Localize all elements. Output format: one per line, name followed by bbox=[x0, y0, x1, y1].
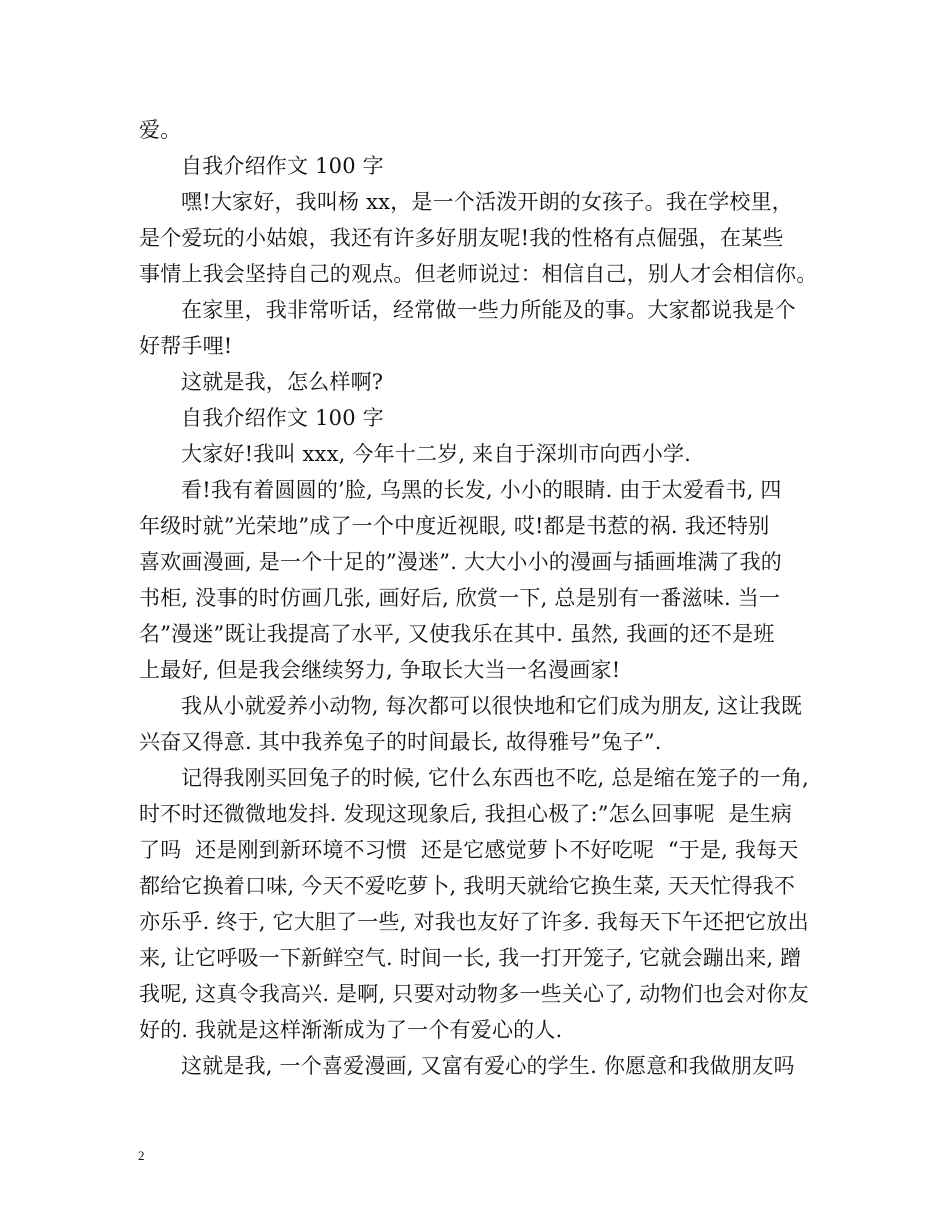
text-line: 看!我有着圆圆的’脸, 乌黑的长发, 小小的眼睛. 由于太爱看书, 四 bbox=[181, 478, 782, 502]
text-line: 来, 让它呼吸一下新鲜空气. 时间一长, 我一打开笼子, 它就会蹦出来, 蹭 bbox=[139, 946, 802, 970]
text-line: 我呢, 这真令我高兴. 是啊, 只要对动物多一些关心了, 动物们也会对你友 bbox=[139, 982, 809, 1006]
text-line: 喜欢画漫画, 是一个十足的”漫迷”. 大大小小的漫画与插画堆满了我的 bbox=[139, 550, 782, 574]
text-line: 这就是我，怎么样啊? bbox=[181, 370, 384, 394]
text-line: 年级时就”光荣地”成了一个中度近视眼, 哎!都是书惹的祸. 我还特别 bbox=[139, 514, 770, 538]
page-number: 2 bbox=[138, 1148, 145, 1163]
text-line: 名”漫迷”既让我提高了水平, 又使我乐在其中. 虽然, 我画的还不是班 bbox=[139, 622, 775, 646]
text-line: 都给它换着口味, 今天不爱吃萝卜, 我明天就给它换生菜, 天天忙得我不 bbox=[139, 874, 796, 898]
paragraph bbox=[139, 292, 819, 364]
text-line: 好帮手哩! bbox=[139, 334, 233, 358]
paragraph bbox=[139, 688, 819, 760]
text-line: 我从小就爱养小动物, 每次都可以很快地和它们成为朋友, 这让我既 bbox=[181, 694, 803, 718]
text-line: 这就是我, 一个喜爱漫画, 又富有爱心的学生. 你愿意和我做朋友吗 bbox=[181, 1054, 795, 1078]
paragraph bbox=[139, 148, 819, 184]
text-line: 在家里，我非常听话，经常做一些力所能及的事。大家都说我是个 bbox=[181, 298, 796, 322]
text-line: 事情上我会坚持自己的观点。但老师说过：相信自己，别人才会相信你。 bbox=[139, 262, 818, 286]
text-line: 好的. 我就是这样渐渐成为了一个有爱心的人. bbox=[139, 1018, 563, 1042]
text-line: 大家好!我叫 xxx, 今年十二岁, 来自于深圳市向西小学. bbox=[181, 442, 692, 466]
text-line: 时不时还微微地发抖. 发现这现象后, 我担心极了:”怎么回事呢 是生病 bbox=[139, 802, 793, 826]
paragraph bbox=[139, 184, 819, 292]
paragraph bbox=[139, 760, 819, 1048]
text-line: 自我介绍作文 100 字 bbox=[181, 154, 384, 178]
text-line: 爱。 bbox=[139, 118, 182, 142]
text-line: 上最好, 但是我会继续努力, 争取长大当一名漫画家! bbox=[139, 658, 621, 682]
text-line: 了吗 还是刚到新环境不习惯 还是它感觉萝卜不好吃呢 “于是, 我每天 bbox=[139, 838, 799, 862]
text-line: 嘿!大家好，我叫杨 xx，是一个活泼开朗的女孩子。我在学校里， bbox=[181, 190, 793, 214]
paragraph bbox=[139, 400, 819, 436]
paragraph bbox=[139, 472, 819, 688]
text-line: 是个爱玩的小姑娘，我还有许多好朋友呢!我的性格有点倔强，在某些 bbox=[139, 226, 784, 250]
text-line: 亦乐乎. 终于, 它大胆了一些, 对我也友好了许多. 我每天下午还把它放出 bbox=[139, 910, 809, 934]
document-body bbox=[139, 112, 819, 1084]
paragraph bbox=[139, 364, 819, 400]
text-line: 记得我刚买回兔子的时候, 它什么东西也不吃, 总是缩在笼子的一角, bbox=[181, 766, 809, 790]
paragraph bbox=[139, 436, 819, 472]
paragraph bbox=[139, 112, 819, 148]
text-line: 自我介绍作文 100 字 bbox=[181, 406, 384, 430]
text-line: 兴奋又得意. 其中我养兔子的时间最长, 故得雅号”兔子”. bbox=[139, 730, 662, 754]
text-line: 书柜, 没事的时仿画几张, 画好后, 欣赏一下, 总是别有一番滋味. 当一 bbox=[139, 586, 781, 610]
paragraph bbox=[139, 1048, 819, 1084]
